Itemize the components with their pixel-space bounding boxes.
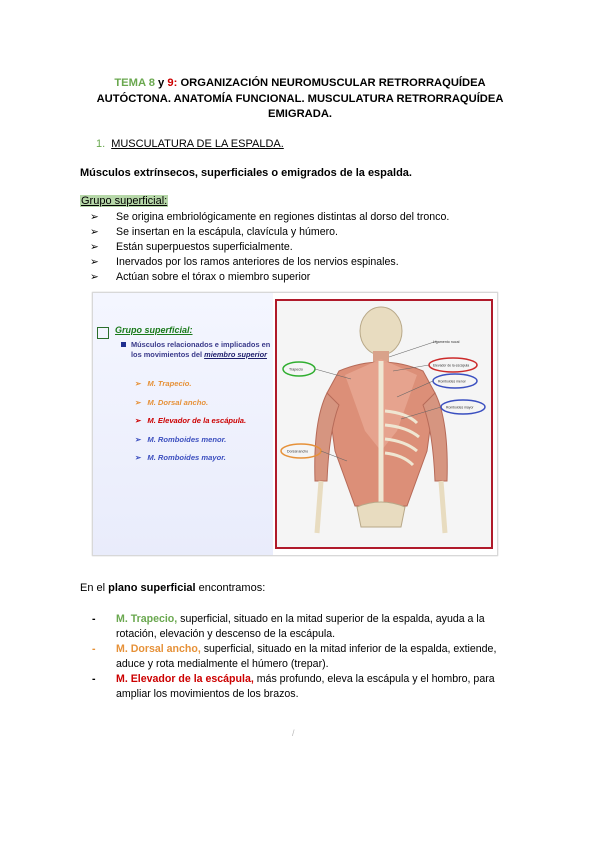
- title-y: y: [154, 77, 168, 89]
- figure-label-top: Ligamento nucal: [433, 340, 460, 344]
- plano-bold: plano superficial: [108, 582, 196, 594]
- figure-label-left: Trapecio: [289, 367, 303, 372]
- square-bullet-icon: [121, 342, 126, 347]
- slide-group-title: Grupo superficial:: [115, 325, 193, 335]
- section-number: 1.: [96, 138, 106, 150]
- list-item: ➢ Están superpuestos superficialmente.: [90, 241, 293, 253]
- list-item: [92, 642, 522, 672]
- title-tema: TEMA 8: [114, 77, 155, 89]
- list-item: ➢ Actúan sobre el tórax o miembro superior: [90, 271, 311, 283]
- title-line3: EMIGRADA.: [267, 108, 333, 120]
- list-item: ➢ M. Trapecio.: [135, 379, 192, 388]
- arrow-icon: ➢: [90, 241, 99, 253]
- list-item: ➢ M. Romboides menor.: [135, 434, 227, 444]
- back-muscles-illustration: [277, 301, 491, 547]
- group-title: Grupo superficial:: [81, 195, 168, 207]
- slide-muscle-list: [135, 375, 246, 468]
- arrow-icon: ➢: [135, 453, 142, 462]
- arrow-icon: ➢: [90, 211, 99, 223]
- muscle-list: [92, 612, 522, 702]
- list-item: ➢ Se insertan en la escápula, clavícula y húmero.: [90, 226, 339, 238]
- figure-label-right1: Elevador de la escápula: [433, 363, 470, 368]
- document-title: [70, 76, 530, 123]
- muscle-description: más profundo, eleva la escápula y el hombro, para ampliar los movimientos de los brazos.: [116, 673, 495, 700]
- arrow-icon: ➢: [135, 434, 142, 444]
- list-item: [92, 612, 522, 642]
- list-item: ➢ M. Elevador de la escápula.: [135, 416, 247, 425]
- figure-label-right2: Romboides menor: [438, 379, 466, 384]
- list-item: ➢ M. Dorsal ancho.: [135, 397, 209, 407]
- muscle-description: superficial, situado en la mitad superior de la espalda, ayuda a la rotación, elevación y descenso de la escápula.: [116, 613, 485, 640]
- list-item: [92, 672, 522, 702]
- title-line2: AUTÓCTONA. ANATOMÍA FUNCIONAL. MUSCULATURA RETRORRAQUÍDEA: [96, 92, 504, 105]
- arrow-icon: ➢: [135, 379, 142, 388]
- list-item: ➢ Se origina embriológicamente en regiones distintas al dorso del tronco.: [90, 211, 450, 223]
- muscle-name: M. Elevador de la escápula,: [116, 673, 254, 685]
- arrow-icon: ➢: [90, 226, 99, 238]
- muscle-name: M. Dorsal ancho,: [116, 643, 201, 655]
- subheading: Músculos extrínsecos, superficiales o emigrados de la espalda.: [80, 167, 412, 179]
- title-number: 9:: [167, 77, 178, 89]
- arrow-icon: ➢: [135, 397, 142, 407]
- dash-bullet: -: [92, 673, 96, 685]
- list-item: ➢ M. Romboides mayor.: [135, 453, 226, 462]
- section-heading: [96, 138, 284, 150]
- slide-text-panel: [93, 293, 273, 555]
- anatomy-illustration: [275, 299, 493, 549]
- arrow-icon: ➢: [90, 256, 99, 268]
- checkbox-deco-icon: [97, 327, 109, 339]
- title-line1: ORGANIZACIÓN NEUROMUSCULAR RETRORRAQUÍDEA: [177, 77, 486, 89]
- dash-bullet: -: [92, 613, 96, 625]
- muscle-description: superficial, situado en la mitad inferior de la espalda, extiende, aduce y rota medialmente el húmero (trepar).: [116, 643, 497, 670]
- page-footer: /: [292, 728, 295, 738]
- section-text: MUSCULATURA DE LA ESPALDA.: [111, 138, 284, 150]
- slide-image: [92, 292, 498, 556]
- plano-intro: En el plano superficial encontramos:: [80, 582, 266, 594]
- arrow-icon: ➢: [90, 271, 99, 283]
- muscle-name: M. Trapecio,: [116, 613, 178, 625]
- bullet-list: [90, 210, 449, 285]
- list-item: ➢ Inervados por los ramos anteriores de los nervios espinales.: [90, 256, 399, 268]
- dash-bullet: -: [92, 643, 96, 655]
- slide-desc-emphasis: miembro superior: [204, 350, 267, 359]
- arrow-icon: ➢: [135, 416, 142, 425]
- figure-label-bottom: Dorsal ancho: [287, 449, 309, 454]
- figure-label-right3: Romboides mayor: [446, 405, 474, 410]
- slide-description: Músculos relacionados e implicados en los movimientos del miembro superior: [131, 340, 271, 359]
